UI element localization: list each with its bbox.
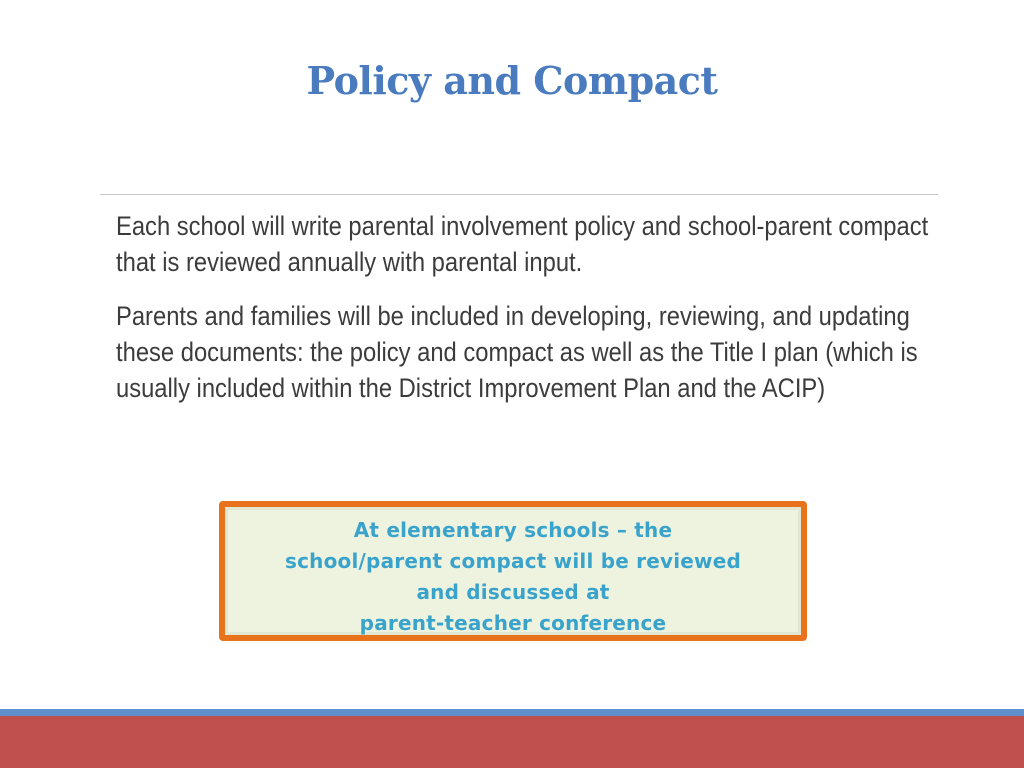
slide-title: Policy and Compact [306,58,718,103]
callout-line: school/parent compact will be reviewed [285,549,741,573]
paragraph-policy-compact: Each school will write parental involvement policy and school-parent compact that is reviewed annually with parental input. [116,211,929,277]
callout-line: parent-teacher conference [359,611,667,635]
callout-box [219,501,807,641]
callout-line: and discussed at [416,580,610,604]
footer-band-blue [0,709,1024,716]
callout-text [225,507,801,639]
footer-band-red [0,716,1024,768]
title-divider [100,194,938,195]
body-text [116,208,929,424]
callout-line: At elementary schools – the [353,518,673,542]
paragraph-parent-involvement: Parents and families will be included in developing, reviewing, and updating these documents: the policy and compact as well as the Title I plan (which is usually included within the District Improvement Plan and the ACIP) [116,301,918,403]
